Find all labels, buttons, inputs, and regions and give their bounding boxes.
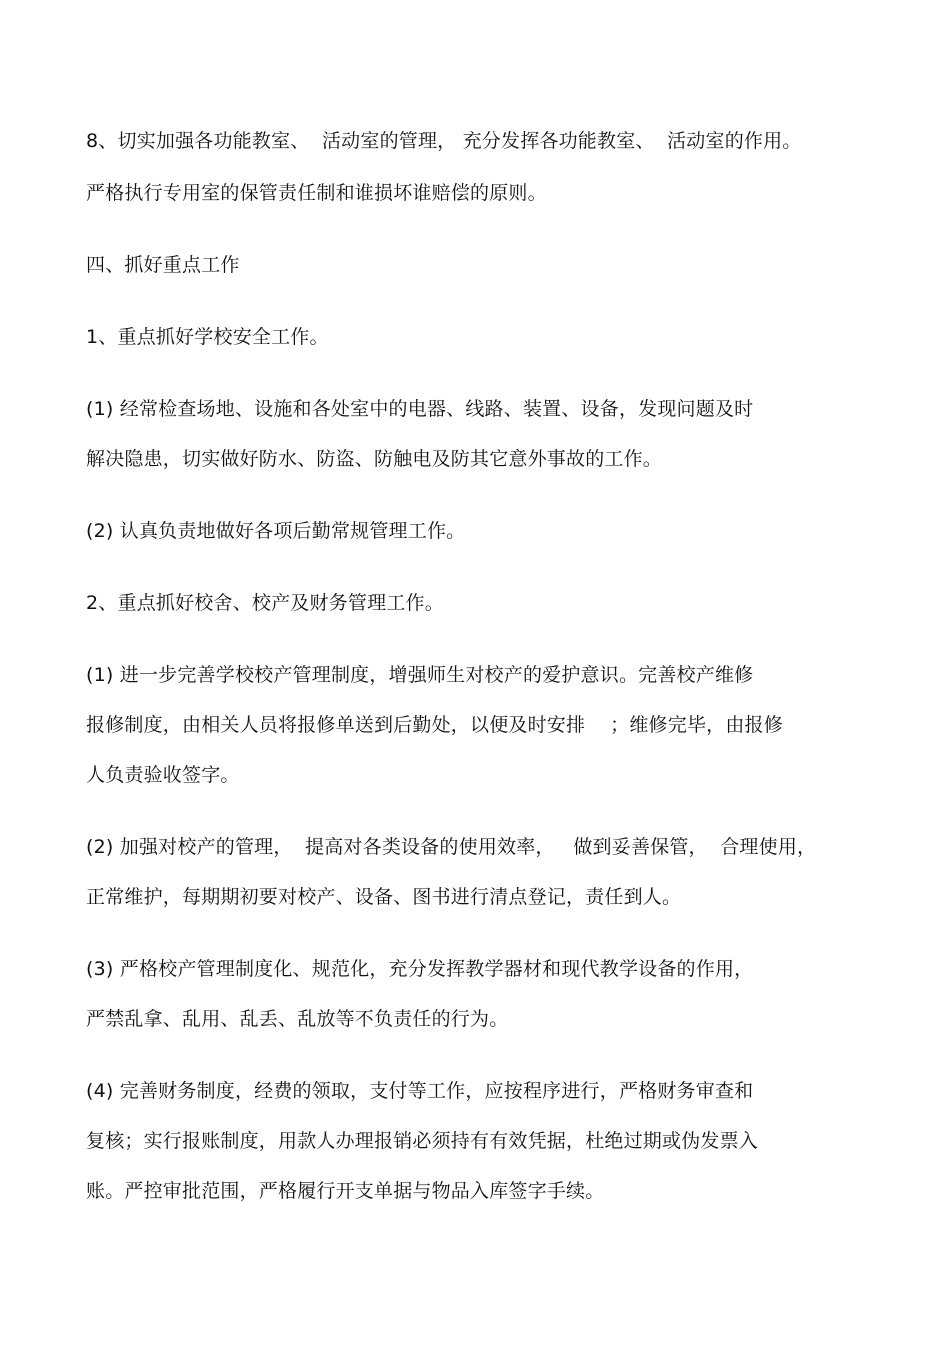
item-1-1-line-1: (1) 经常检查场地、设施和各处室中的电器、线路、装置、设备，发现问题及时 <box>86 398 754 420</box>
item-1-2-line-1: (2) 认真负责地做好各项后勤常规管理工作。 <box>86 520 466 542</box>
item-1-1-line-2: 解决隐患，切实做好防水、防盗、防触电及防其它意外事故的工作。 <box>86 448 663 470</box>
item-2-3-line-1: (3) 严格校产管理制度化、规范化，充分发挥教学器材和现代教学设备的作用， <box>86 958 754 980</box>
item-2-4-line-3: 账。严控审批范围，严格履行开支单据与物品入库签字手续。 <box>86 1180 605 1202</box>
item-2-title: 2、重点抓好校舍、校产及财务管理工作。 <box>86 592 444 614</box>
item-2-4-line-2: 复核；实行报账制度，用款人办理报销必须持有有效凭据，杜绝过期或伪发票入 <box>86 1130 759 1152</box>
item-2-2-line-1: (2) 加强对校产的管理， 提高对各类设备的使用效率， 做到妥善保管， 合理使用， <box>86 836 817 858</box>
item-2-2-line-2: 正常维护，每期期初要对校产、设备、图书进行清点登记，责任到人。 <box>86 886 682 908</box>
item-2-1-line-3: 人负责验收签字。 <box>86 764 240 786</box>
item-1-title: 1、重点抓好学校安全工作。 <box>86 326 329 348</box>
item-2-4-line-1: (4) 完善财务制度，经费的领取，支付等工作，应按程序进行，严格财务审查和 <box>86 1080 754 1102</box>
item-2-1-line-2: 报修制度，由相关人员将报修单送到后勤处，以便及时安排 ；维修完毕，由报修 <box>86 714 783 736</box>
section-heading: 四、抓好重点工作 <box>86 254 240 276</box>
item-2-3-line-2: 严禁乱拿、乱用、乱丢、乱放等不负责任的行为。 <box>86 1008 509 1030</box>
item-2-1-line-1: (1) 进一步完善学校校产管理制度，增强师生对校产的爱护意识。完善校产维修 <box>86 664 754 686</box>
paragraph-8-line-1: 8、切实加强各功能教室、 活动室的管理， 充分发挥各功能教室、 活动室的作用。 <box>86 130 802 152</box>
paragraph-8-line-2: 严格执行专用室的保管责任制和谁损坏谁赔偿的原则。 <box>86 182 547 204</box>
